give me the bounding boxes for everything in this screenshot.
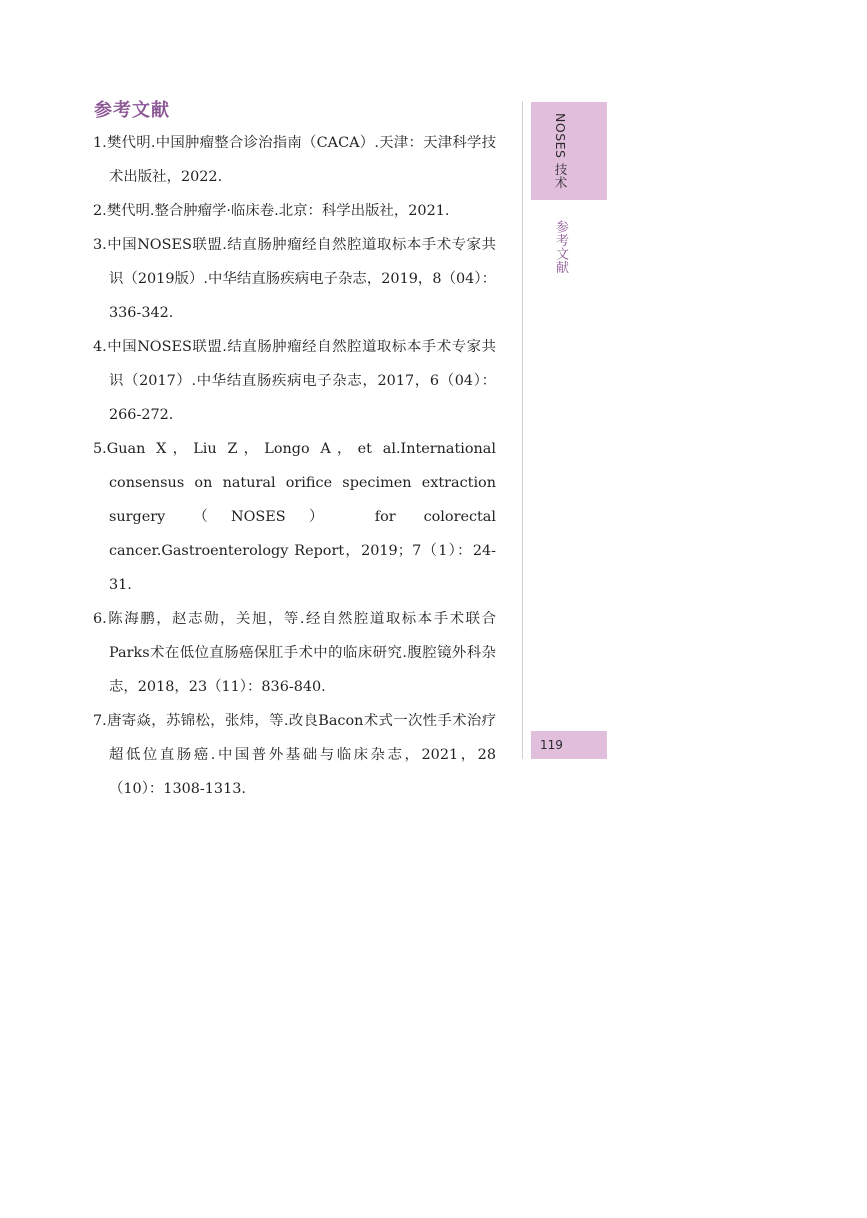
reference-item: 2.樊代明.整合肿瘤学·临床卷.北京：科学出版社，2021. (93, 203, 450, 219)
reference-item: 5.Guan X，Liu Z，Longo A，et al.International consensus on natural orifice specimen extraction surgery （NOSES） for colorectal cancer.Gastroenterology Report，2019；7（1）：24-31. (93, 441, 496, 593)
reference-item: 6.陈海鹏，赵志勋，关旭，等.经自然腔道取标本手术联合Parks术在低位直肠癌保肛手术中的临床研究.腹腔镜外科杂志，2018，23（11）：836-840. (93, 611, 496, 695)
side-tab-section-title: 参考文献 (553, 220, 568, 274)
reference-item: 3.中国NOSES联盟.结直肠肿瘤经自然腔道取标本手术专家共识（2019版）.中华结直肠疾病电子杂志，2019，8（04）：336-342. (93, 237, 496, 321)
page-number: 119 (540, 738, 563, 752)
reference-item: 4.中国NOSES联盟.结直肠肿瘤经自然腔道取标本手术专家共识（2017）.中华结直肠疾病电子杂志，2017，6（04）：266-272. (93, 339, 496, 423)
reference-item: 1.樊代明.中国肿瘤整合诊治指南（CACA）.天津：天津科学技术出版社，2022. (93, 135, 496, 185)
page-number-box (531, 731, 607, 759)
page-heading: 参考文献 (94, 100, 170, 121)
reference-list (93, 126, 496, 806)
column-divider (522, 101, 523, 759)
reference-item: 7.唐寄焱，苏锦松，张炜，等.改良Bacon术式一次性手术治疗超低位直肠癌.中国普外基础与临床杂志，2021，28（10）：1308-1313. (93, 713, 496, 797)
side-tab-book (531, 102, 607, 200)
side-tab-book-title: NOSES 技术 (553, 113, 568, 189)
